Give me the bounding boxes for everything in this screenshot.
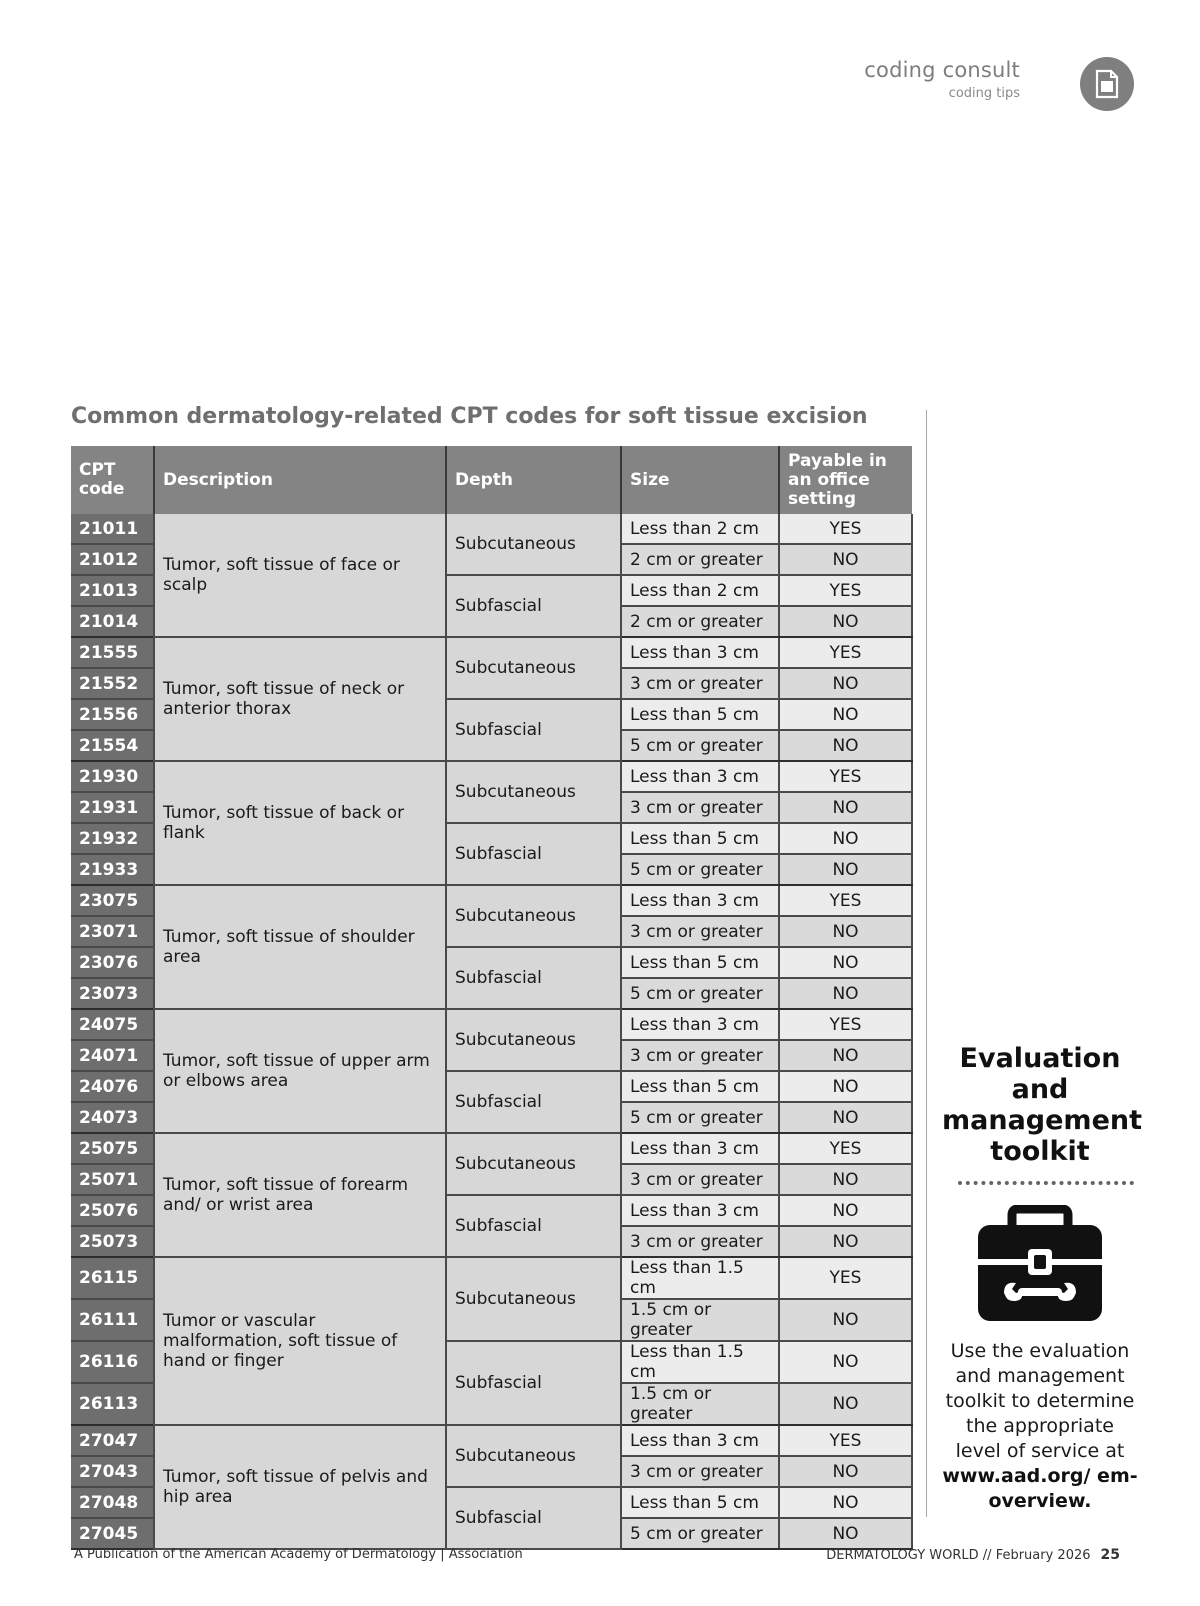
depth-cell: Subcutaneous [446, 637, 621, 699]
depth-cell: Subfascial [446, 823, 621, 885]
payable-cell: YES [779, 885, 912, 916]
size-cell: Less than 3 cm [621, 1425, 779, 1456]
payable-cell: YES [779, 575, 912, 606]
toolkit-link[interactable]: www.aad.org/ em-overview. [942, 1465, 1138, 1512]
payable-cell: NO [779, 1341, 912, 1383]
cpt-code-cell: 21930 [71, 761, 154, 792]
size-cell: Less than 5 cm [621, 699, 779, 730]
toolkit-sidebar [942, 1043, 1143, 1514]
table-title: Common dermatology-related CPT codes for soft tissue excision [71, 404, 868, 429]
depth-cell: Subcutaneous [446, 1425, 621, 1487]
col-description-header: Description [154, 446, 446, 514]
description-cell: Tumor, soft tissue of face or scalp [154, 514, 446, 637]
size-cell: 3 cm or greater [621, 792, 779, 823]
description-cell: Tumor or vascular malformation, soft tissue of hand or finger [154, 1257, 446, 1425]
cpt-code-cell: 24073 [71, 1102, 154, 1133]
description-cell: Tumor, soft tissue of forearm and/ or wrist area [154, 1133, 446, 1257]
size-cell: Less than 5 cm [621, 823, 779, 854]
toolkit-title: Evaluation and management toolkit [942, 1043, 1143, 1167]
depth-cell: Subcutaneous [446, 1257, 621, 1341]
size-cell: 3 cm or greater [621, 1164, 779, 1195]
cpt-code-cell: 23073 [71, 978, 154, 1009]
depth-cell: Subfascial [446, 699, 621, 761]
cpt-code-cell: 25073 [71, 1226, 154, 1257]
description-cell: Tumor, soft tissue of neck or anterior thorax [154, 637, 446, 761]
size-cell: Less than 5 cm [621, 947, 779, 978]
size-cell: Less than 3 cm [621, 1009, 779, 1040]
cpt-code-cell: 26116 [71, 1341, 154, 1383]
payable-cell: NO [779, 1040, 912, 1071]
payable-cell: NO [779, 1299, 912, 1341]
size-cell: 5 cm or greater [621, 978, 779, 1009]
payable-cell: NO [779, 668, 912, 699]
section-title: coding consult [864, 58, 1020, 82]
size-cell: 3 cm or greater [621, 1226, 779, 1257]
page-number: 25 [1100, 1547, 1120, 1563]
cpt-code-cell: 27043 [71, 1456, 154, 1487]
column-divider [926, 410, 927, 1517]
cpt-code-cell: 26111 [71, 1299, 154, 1341]
col-cpt-code-header: CPT code [71, 446, 154, 514]
cpt-code-cell: 21932 [71, 823, 154, 854]
size-cell: Less than 2 cm [621, 514, 779, 544]
size-cell: Less than 3 cm [621, 1133, 779, 1164]
cpt-code-cell: 21011 [71, 514, 154, 544]
cpt-code-cell: 26113 [71, 1383, 154, 1425]
depth-cell: Subfascial [446, 947, 621, 1009]
payable-cell: NO [779, 1226, 912, 1257]
col-payable-header: Payable in an office setting [779, 446, 912, 514]
size-cell: Less than 5 cm [621, 1071, 779, 1102]
payable-cell: NO [779, 978, 912, 1009]
cpt-code-cell: 21012 [71, 544, 154, 575]
cpt-code-cell: 21552 [71, 668, 154, 699]
cpt-code-cell: 21556 [71, 699, 154, 730]
size-cell: 3 cm or greater [621, 1456, 779, 1487]
size-cell: Less than 5 cm [621, 1487, 779, 1518]
cpt-code-cell: 23076 [71, 947, 154, 978]
cpt-code-cell: 25071 [71, 1164, 154, 1195]
description-cell: Tumor, soft tissue of pelvis and hip area [154, 1425, 446, 1549]
size-cell: 2 cm or greater [621, 606, 779, 637]
cpt-code-cell: 21933 [71, 854, 154, 885]
depth-cell: Subfascial [446, 575, 621, 637]
size-cell: Less than 3 cm [621, 761, 779, 792]
table-row [71, 1425, 912, 1456]
size-cell: Less than 2 cm [621, 575, 779, 606]
payable-cell: NO [779, 1487, 912, 1518]
depth-cell: Subcutaneous [446, 1133, 621, 1195]
table-row [71, 1009, 912, 1040]
table-row [71, 637, 912, 668]
cpt-code-cell: 25076 [71, 1195, 154, 1226]
toolbox-icon [974, 1205, 1106, 1325]
table-row [71, 885, 912, 916]
table-row [71, 514, 912, 544]
size-cell: 1.5 cm or greater [621, 1383, 779, 1425]
size-cell: Less than 3 cm [621, 885, 779, 916]
payable-cell: YES [779, 1133, 912, 1164]
payable-cell: NO [779, 854, 912, 885]
payable-cell: NO [779, 1102, 912, 1133]
depth-cell: Subcutaneous [446, 761, 621, 823]
cpt-code-cell: 21554 [71, 730, 154, 761]
payable-cell: YES [779, 761, 912, 792]
payable-cell: NO [779, 1456, 912, 1487]
table-row [71, 761, 912, 792]
document-icon [1080, 57, 1134, 111]
depth-cell: Subfascial [446, 1071, 621, 1133]
payable-cell: NO [779, 544, 912, 575]
footer-magazine [826, 1547, 1120, 1563]
cpt-code-cell: 27048 [71, 1487, 154, 1518]
toolkit-description: Use the evaluation and management toolkit to determine the appropriate level of service at [945, 1340, 1135, 1462]
size-cell: 5 cm or greater [621, 1518, 779, 1549]
size-cell: 5 cm or greater [621, 854, 779, 885]
cpt-code-cell: 25075 [71, 1133, 154, 1164]
footer-issue: DERMATOLOGY WORLD // February 2026 [826, 1548, 1091, 1563]
size-cell: 3 cm or greater [621, 916, 779, 947]
payable-cell: NO [779, 916, 912, 947]
depth-cell: Subcutaneous [446, 514, 621, 575]
payable-cell: NO [779, 730, 912, 761]
table-header-row [71, 446, 912, 514]
footer-publisher: A Publication of the American Academy of Dermatology | Association [74, 1547, 523, 1562]
payable-cell: YES [779, 514, 912, 544]
dotted-divider [958, 1181, 1134, 1185]
cpt-code-cell: 23075 [71, 885, 154, 916]
payable-cell: YES [779, 637, 912, 668]
payable-cell: NO [779, 792, 912, 823]
payable-cell: NO [779, 1164, 912, 1195]
cpt-code-cell: 27045 [71, 1518, 154, 1549]
cpt-codes-table [71, 446, 913, 1550]
cpt-code-cell: 21931 [71, 792, 154, 823]
size-cell: 3 cm or greater [621, 1040, 779, 1071]
table-row [71, 1133, 912, 1164]
section-header [864, 58, 1020, 101]
section-subtitle: coding tips [948, 86, 1020, 101]
size-cell: Less than 1.5 cm [621, 1341, 779, 1383]
table-row [71, 1257, 912, 1299]
payable-cell: NO [779, 1195, 912, 1226]
payable-cell: NO [779, 947, 912, 978]
size-cell: Less than 3 cm [621, 637, 779, 668]
size-cell: 2 cm or greater [621, 544, 779, 575]
depth-cell: Subfascial [446, 1487, 621, 1549]
size-cell: 5 cm or greater [621, 1102, 779, 1133]
size-cell: Less than 1.5 cm [621, 1257, 779, 1299]
payable-cell: YES [779, 1009, 912, 1040]
size-cell: Less than 3 cm [621, 1195, 779, 1226]
payable-cell: NO [779, 823, 912, 854]
col-depth-header: Depth [446, 446, 621, 514]
depth-cell: Subfascial [446, 1195, 621, 1257]
payable-cell: NO [779, 1518, 912, 1549]
cpt-code-cell: 21555 [71, 637, 154, 668]
description-cell: Tumor, soft tissue of upper arm or elbows area [154, 1009, 446, 1133]
cpt-code-cell: 26115 [71, 1257, 154, 1299]
cpt-code-cell: 23071 [71, 916, 154, 947]
col-size-header: Size [621, 446, 779, 514]
payable-cell: YES [779, 1257, 912, 1299]
cpt-code-cell: 21014 [71, 606, 154, 637]
description-cell: Tumor, soft tissue of back or flank [154, 761, 446, 885]
cpt-code-cell: 24071 [71, 1040, 154, 1071]
description-cell: Tumor, soft tissue of shoulder area [154, 885, 446, 1009]
size-cell: 1.5 cm or greater [621, 1299, 779, 1341]
depth-cell: Subcutaneous [446, 885, 621, 947]
cpt-code-cell: 24075 [71, 1009, 154, 1040]
payable-cell: NO [779, 699, 912, 730]
payable-cell: YES [779, 1425, 912, 1456]
payable-cell: NO [779, 1071, 912, 1102]
payable-cell: NO [779, 606, 912, 637]
size-cell: 3 cm or greater [621, 668, 779, 699]
depth-cell: Subcutaneous [446, 1009, 621, 1071]
cpt-code-cell: 21013 [71, 575, 154, 606]
depth-cell: Subfascial [446, 1341, 621, 1425]
size-cell: 5 cm or greater [621, 730, 779, 761]
cpt-code-cell: 27047 [71, 1425, 154, 1456]
cpt-code-cell: 24076 [71, 1071, 154, 1102]
payable-cell: NO [779, 1383, 912, 1425]
